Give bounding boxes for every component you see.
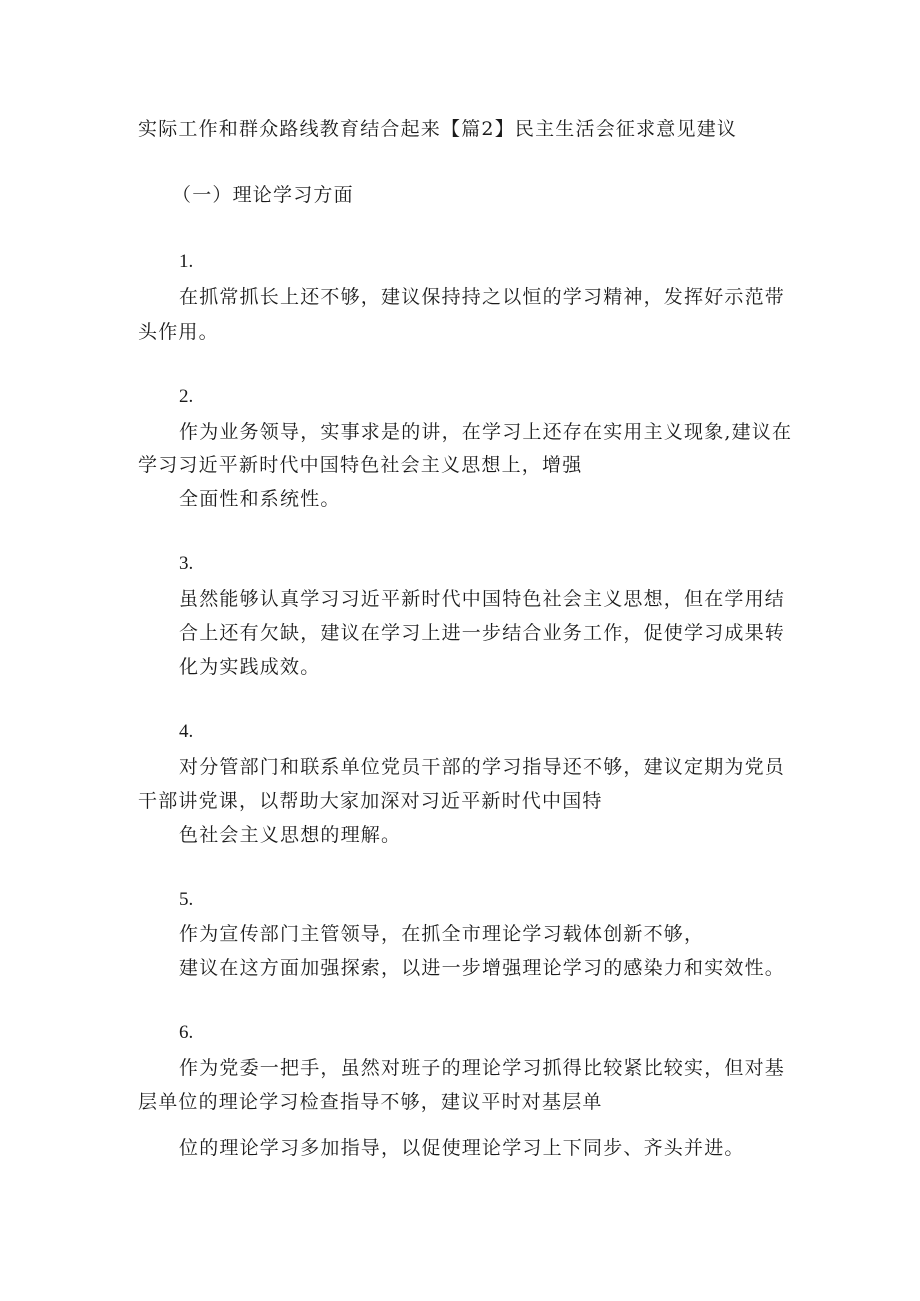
- item-number: 3.: [179, 553, 194, 574]
- item-text-line: 在抓常抓长上还不够，建议保持持之以恒的学习精神，发挥好示范带: [179, 286, 786, 308]
- item-text-line: 色社会主义思想的理解。: [179, 824, 402, 846]
- item-text-line: 建议在这方面加强探索，以进一步增强理论学习的感染力和实效性。: [179, 957, 786, 979]
- item-text-line: 学习习近平新时代中国特色社会主义思想上，增强: [138, 454, 583, 476]
- item-text-line: 干部讲党课，以帮助大家加深对习近平新时代中国特: [138, 790, 603, 812]
- item-text-line: 作为宣传部门主管领导，在抓全市理论学习载体创新不够，: [179, 923, 705, 945]
- item-text-line: 全面性和系统性。: [179, 488, 341, 510]
- section-heading: （一）理论学习方面: [172, 184, 354, 206]
- item-text-line: 头作用。: [138, 321, 219, 343]
- item-text-line: 作为党委一把手，虽然对班子的理论学习抓得比较紧比较实，但对基: [179, 1057, 786, 1079]
- item-text-line: 位的理论学习多加指导，以促使理论学习上下同步、齐头并进。: [179, 1137, 745, 1159]
- item-text-line: 合上还有欠缺，建议在学习上进一步结合业务工作，促使学习成果转: [179, 622, 786, 644]
- document-title-line: 实际工作和群众路线教育结合起来【篇2】民主生活会征求意见建议: [138, 118, 738, 140]
- item-text-line: 层单位的理论学习检查指导不够，建议平时对基层单: [138, 1091, 603, 1113]
- item-text-line: 化为实践成效。: [179, 656, 321, 678]
- item-number: 5.: [179, 889, 194, 910]
- item-number: 4.: [179, 721, 194, 742]
- item-number: 2.: [179, 386, 194, 407]
- item-text-line: 虽然能够认真学习习近平新时代中国特色社会主义思想，但在学用结: [179, 588, 786, 610]
- item-text-line: 作为业务领导，实事求是的讲，在学习上还存在实用主义现象,建议在: [179, 421, 793, 443]
- item-number: 1.: [179, 251, 194, 272]
- item-text-line: 对分管部门和联系单位党员干部的学习指导还不够，建议定期为党员: [179, 756, 786, 778]
- item-number: 6.: [179, 1022, 194, 1043]
